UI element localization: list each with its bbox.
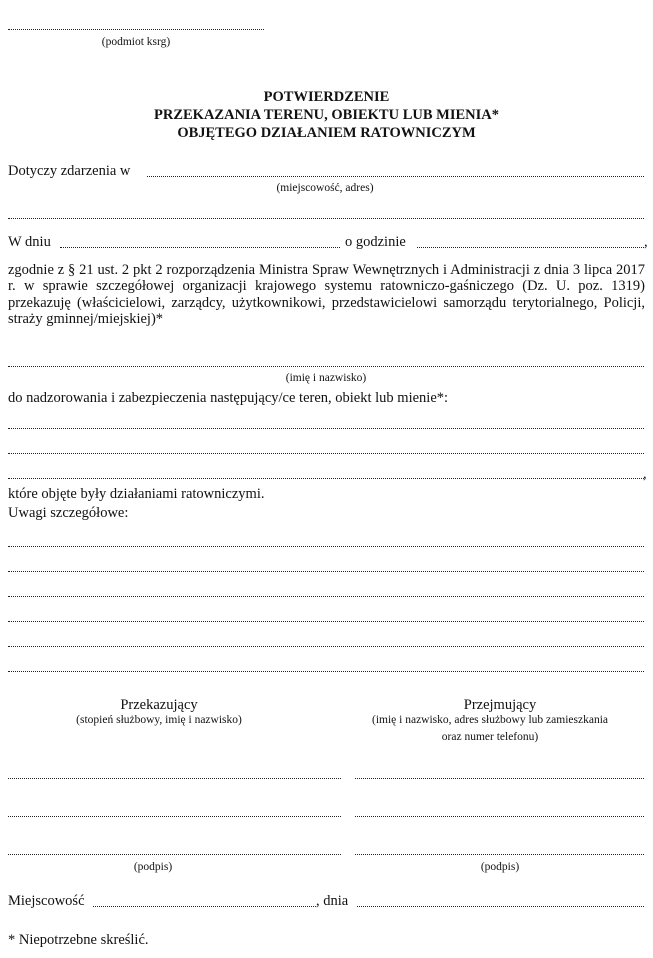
- receiving-title: Przejmujący: [463, 697, 537, 713]
- handing-over-signature-field[interactable]: [8, 854, 341, 855]
- time-comma: ,: [644, 234, 648, 250]
- time-label: o godzinie: [345, 234, 406, 250]
- handing-over-caption: (stopień służbowy, imię i nazwisko): [76, 714, 242, 726]
- incident-location-field[interactable]: [147, 176, 644, 177]
- handing-over-title: Przekazujący: [120, 697, 198, 713]
- incident-location-caption: (miejscowość, adres): [276, 182, 374, 194]
- remarks-field-2[interactable]: [8, 571, 644, 572]
- receiving-caption-line-2: oraz numer telefonu): [441, 731, 539, 743]
- handing-over-field-2[interactable]: [8, 816, 341, 817]
- handing-over-field-1[interactable]: [8, 778, 341, 779]
- entity-caption: (podmiot ksrg): [101, 36, 171, 48]
- object-field-2[interactable]: [8, 453, 644, 454]
- document-title-line-3: OBJĘTEGO DZIAŁANIEM RATOWNICZYM: [177, 125, 476, 141]
- place-date-label: , dnia: [316, 893, 349, 909]
- footnote: * Niepotrzebne skreślić.: [8, 932, 149, 948]
- entity-field[interactable]: [8, 29, 264, 30]
- place-label: Miejscowość: [8, 893, 85, 909]
- remarks-field-6[interactable]: [8, 671, 644, 672]
- receiving-field-1[interactable]: [355, 778, 644, 779]
- remarks-field-3[interactable]: [8, 596, 644, 597]
- remarks-field-5[interactable]: [8, 646, 644, 647]
- incident-location-field-2[interactable]: [8, 218, 644, 219]
- rescue-text: które objęte były działaniami ratowniczymi.: [8, 486, 265, 502]
- remarks-label: Uwagi szczegółowe:: [8, 505, 129, 521]
- recipient-name-field[interactable]: [8, 366, 644, 367]
- receiving-caption-line-1: (imię i nazwisko, adres służbowy lub zamieszkania: [372, 714, 608, 726]
- recipient-name-caption: (imię i nazwisko): [285, 372, 367, 384]
- handing-over-signature-caption: (podpis): [133, 861, 173, 873]
- remarks-field-1[interactable]: [8, 546, 644, 547]
- date-field[interactable]: [60, 247, 340, 248]
- place-field[interactable]: [93, 906, 316, 907]
- document-title-line-2: PRZEKAZANIA TERENU, OBIEKTU LUB MIENIA*: [154, 107, 499, 123]
- receiving-signature-caption: (podpis): [480, 861, 520, 873]
- incident-label: Dotyczy zdarzenia w: [8, 163, 131, 179]
- remarks-field-4[interactable]: [8, 621, 644, 622]
- object-comma: ,: [643, 466, 647, 482]
- supervision-text: do nadzorowania i zabezpieczenia następujący/ce teren, obiekt lub mienie*:: [8, 390, 449, 406]
- object-field-3[interactable]: [8, 478, 644, 479]
- date-label: W dniu: [8, 234, 51, 250]
- receiving-signature-field[interactable]: [355, 854, 644, 855]
- object-field-1[interactable]: [8, 428, 644, 429]
- receiving-field-2[interactable]: [355, 816, 644, 817]
- place-date-field[interactable]: [357, 906, 644, 907]
- legal-paragraph: zgodnie z § 21 ust. 2 pkt 2 rozporządzenia Ministra Spraw Wewnętrznych i Administracji z dnia 3 lipca 2017 r. w sprawie szczegółowej organizacji krajowego systemu ratowniczo-gaśniczego (Dz. U. poz. 1319) przekazuję (właścicielowi, zarządcy, użytkownikowi, przedstawicielowi samorządu terytorialnego, Policji, straży gminnej/miejskiej)*: [8, 262, 645, 327]
- time-field[interactable]: [417, 247, 644, 248]
- document-title-line-1: POTWIERDZENIE: [263, 89, 390, 105]
